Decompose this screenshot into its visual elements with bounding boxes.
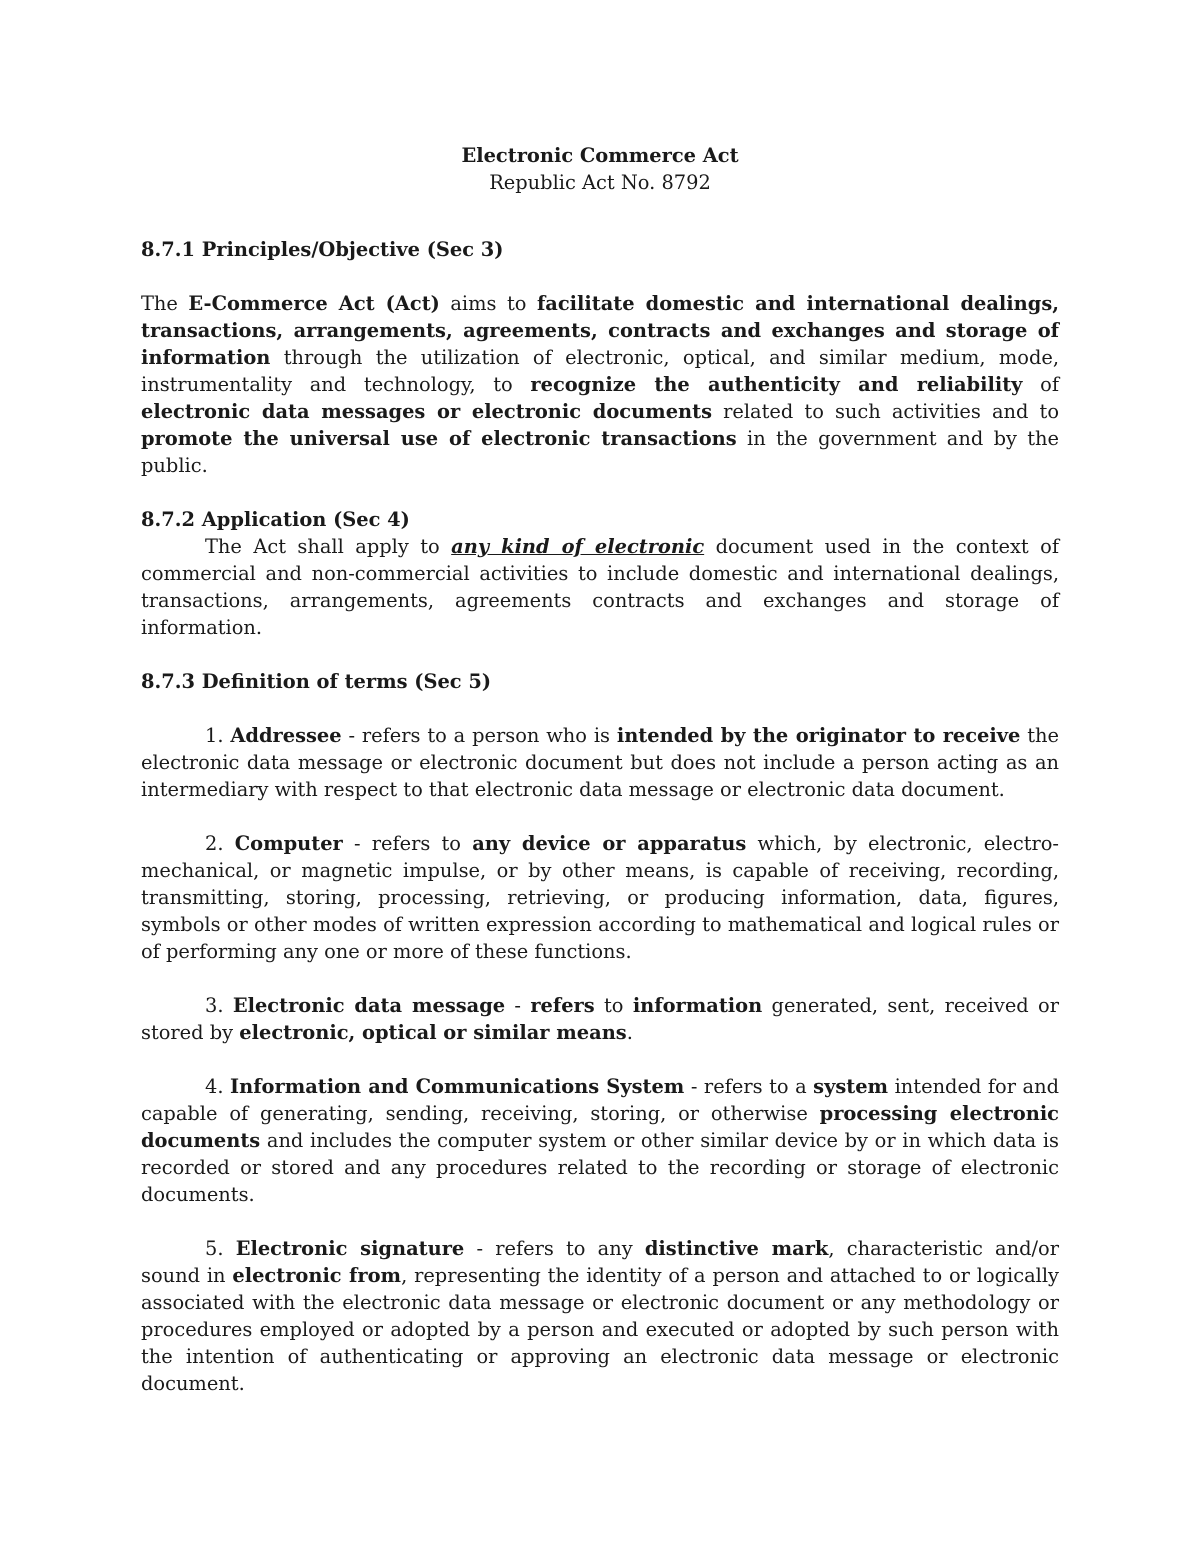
definition-computer	[141, 830, 1059, 965]
text-run: - refers to	[342, 832, 473, 855]
list-number: 4.	[205, 1075, 231, 1098]
term: Electronic data message	[232, 994, 506, 1017]
bold-run: facilitate domestic and international dealings, transactions, arrangements, agreements, contracts and exchanges and storage of information	[141, 292, 1059, 369]
text-run: in the government and by the public.	[141, 427, 1060, 477]
bold-run: electronic data messages or electronic documents	[141, 400, 712, 423]
text-run: the electronic data message or electronic document but does not include a person acting as an intermediary with respect to that electronic data message or electronic data document.	[141, 724, 1059, 801]
bold-run: any device or apparatus	[472, 832, 747, 855]
text-run: intended for and capable of generating, sending, receiving, storing, or otherwise	[141, 1075, 1059, 1125]
bold-run: refers	[530, 994, 595, 1017]
bold-run: electronic from	[232, 1264, 402, 1287]
text-run: related to such activities and to	[712, 400, 1060, 423]
text-run: and includes the computer system or other similar device by or in which data is recorded or stored and any procedures related to the recording or storage of electronic documents.	[141, 1129, 1059, 1206]
definition-addressee	[141, 722, 1059, 803]
text-run: of	[1022, 373, 1059, 396]
term: Information and Communications System	[230, 1075, 685, 1098]
text-run: - refers to a	[684, 1075, 814, 1098]
list-number: 1.	[205, 724, 231, 747]
definition-information-communications-system	[141, 1073, 1059, 1208]
text-run: through the utilization of electronic, optical, and similar medium, mode, instrumentality and technology, to	[141, 346, 1059, 396]
bold-run: information	[632, 994, 763, 1017]
text-run: which, by electronic, electro-mechanical, or magnetic impulse, or by other means, is capable of receiving, recording, transmitting, storing, processing, retrieving, or producing information, data, figures, symbols or other modes of written expression according to mathematical and logical rules or of performing any one or more of these functions.	[141, 832, 1059, 963]
bold-run: system	[813, 1075, 889, 1098]
document-title: Electronic Commerce Act	[461, 144, 739, 167]
bold-run: processing electronic documents	[141, 1102, 1059, 1152]
text-run: , representing the identity of a person and attached to or logically associated with the electronic data message or electronic document or any methodology or procedures employed or adopted by a person and executed or adopted by such person with the intention of authenticating or approving an electronic data message or electronic document.	[141, 1264, 1060, 1395]
text-run: - refers to a person who is	[341, 724, 617, 747]
principles-paragraph	[141, 290, 1059, 479]
text-run: .	[626, 1021, 633, 1044]
text-run: aims to	[439, 292, 537, 315]
document-subtitle: Republic Act No. 8792	[489, 171, 711, 194]
list-number: 5.	[205, 1237, 236, 1260]
definition-electronic-signature	[141, 1235, 1059, 1397]
term: Computer	[234, 832, 343, 855]
text-run: to	[594, 994, 633, 1017]
bold-run: promote the universal use of electronic transactions	[141, 427, 737, 450]
text-run: The Act shall apply to	[205, 535, 452, 558]
bold-run: distinctive mark	[644, 1237, 829, 1260]
text-run: -	[505, 994, 531, 1017]
text-run: , characteristic and/or sound in	[141, 1237, 1059, 1287]
title-block	[141, 142, 1059, 196]
definition-electronic-data-message	[141, 992, 1059, 1046]
emphasis-run: any kind of electronic	[451, 535, 705, 558]
section-heading-application: 8.7.2 Application (Sec 4)	[141, 508, 410, 531]
term: Addressee	[230, 724, 342, 747]
bold-run: E-Commerce Act (Act)	[188, 292, 440, 315]
section-heading-principles: 8.7.1 Principles/Objective (Sec 3)	[141, 238, 504, 261]
text-run: generated, sent, received or stored by	[141, 994, 1059, 1044]
bold-run: intended by the originator to receive	[616, 724, 1021, 747]
section-heading-definitions: 8.7.3 Definition of terms (Sec 5)	[141, 670, 492, 693]
text-run: document used in the context of commercial and non-commercial activities to include domestic and international dealings, transactions, arrangements, agreements contracts and exchanges and storage of information.	[141, 535, 1059, 639]
term: Electronic signature	[235, 1237, 465, 1260]
bold-run: recognize the authenticity and reliability	[530, 373, 1023, 396]
list-number: 3.	[205, 994, 233, 1017]
text-run: - refers to any	[464, 1237, 645, 1260]
list-number: 2.	[205, 832, 235, 855]
bold-run: electronic, optical or similar means	[239, 1021, 627, 1044]
text-run: The	[141, 292, 189, 315]
application-paragraph	[141, 533, 1059, 641]
